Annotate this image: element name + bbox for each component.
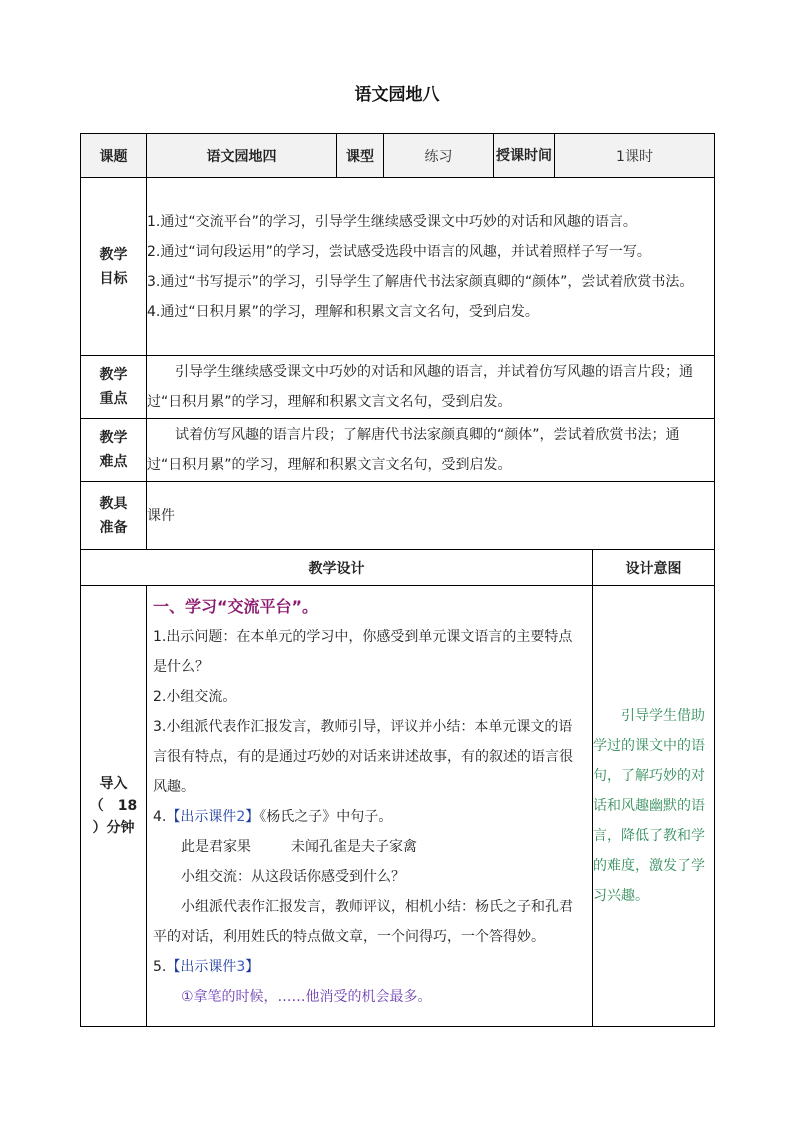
courseware-bracket-close: 】 bbox=[245, 959, 260, 975]
type-label-cell bbox=[337, 134, 384, 178]
design-header-row bbox=[81, 550, 715, 586]
courseware-bracket-open: 【出示课件 bbox=[166, 959, 237, 975]
key-points-text: 引导学生继续感受课文中巧妙的对话和风趣的语言，并试着仿写风趣的语言片段；通过“日积月累”的学习，理解和积累文言文名句，受到启发。 bbox=[147, 364, 693, 410]
key-points-label: 教学重点 bbox=[99, 367, 128, 407]
topic-value: 语文园地四 bbox=[206, 148, 277, 165]
courseware-number: 2 bbox=[236, 809, 246, 825]
step-number: 5. bbox=[153, 959, 167, 975]
design-paragraph: ①拿笔的时候，……他消受的机会最多。 bbox=[181, 989, 432, 1005]
goal-item: 2.通过“词句段运用”的学习，尝试感受选段中语言的风趣，并试着照样子写一写。 bbox=[147, 243, 651, 260]
type-value-cell bbox=[384, 134, 494, 178]
courseware-bracket-close: 】 bbox=[245, 809, 260, 825]
intent-header-cell bbox=[593, 550, 715, 586]
lesson-plan-table bbox=[80, 133, 715, 1027]
difficulties-label: 教学难点 bbox=[99, 430, 128, 470]
key-points-row bbox=[81, 356, 715, 419]
intent-text: 引导学生借助学过的课文中的语句，了解巧妙的对话和风趣幽默的语言，降低了教和学的难度，激发了学习兴趣。 bbox=[593, 708, 705, 904]
design-header: 教学设计 bbox=[308, 560, 365, 577]
time-value: 1课时 bbox=[616, 148, 653, 165]
design-body-row bbox=[81, 586, 715, 1027]
design-content bbox=[147, 586, 593, 1027]
type-value: 练习 bbox=[424, 148, 453, 165]
design-paragraph: 2.小组交流。 bbox=[153, 689, 237, 705]
time-label-cell bbox=[494, 134, 555, 178]
key-points-content bbox=[147, 356, 715, 419]
difficulties-content bbox=[147, 419, 715, 482]
type-label: 课型 bbox=[346, 148, 374, 165]
intent-header: 设计意图 bbox=[625, 560, 682, 577]
courseware-desc: 《杨氏之子》中句子。 bbox=[259, 809, 393, 825]
phase-label-1: 导入 bbox=[99, 776, 128, 792]
goals-row bbox=[81, 178, 715, 356]
quote-b: 未闻孔雀是夫子家禽 bbox=[291, 839, 417, 855]
document-title: 语文园地八 bbox=[354, 85, 440, 105]
header-row bbox=[81, 134, 715, 178]
step-number: 4. bbox=[153, 809, 167, 825]
design-header-cell bbox=[81, 550, 593, 586]
goal-item: 4.通过“日积月累”的学习，理解和积累文言文名句，受到启发。 bbox=[147, 303, 539, 320]
phase-label-3: ）分钟 bbox=[92, 820, 135, 836]
design-paragraph-courseware-2 bbox=[153, 802, 586, 832]
goal-item: 3.通过“书写提示”的学习，引导学生了解唐代书法家颜真卿的“颜体”，尝试着欣赏书法。 bbox=[147, 273, 694, 290]
topic-value-cell bbox=[147, 134, 337, 178]
difficulties-row bbox=[81, 419, 715, 482]
goals-content bbox=[147, 178, 715, 356]
design-paragraph-courseware-3 bbox=[153, 952, 586, 982]
courseware-bracket-open: 【出示课件 bbox=[166, 809, 237, 825]
time-value-cell bbox=[555, 134, 715, 178]
design-paragraph: 小组交流：从这段话你感受到什么？ bbox=[181, 869, 405, 885]
difficulties-text: 试着仿写风趣的语言片段；了解唐代书法家颜真卿的“颜体”，尝试着欣赏书法；通过“日积月累”的学习，理解和积累文言文名句，受到启发。 bbox=[147, 427, 680, 473]
key-points-label-cell bbox=[81, 356, 147, 419]
goals-label: 教学目标 bbox=[99, 246, 128, 287]
materials-content bbox=[147, 482, 715, 550]
phase-label-2: （ 18 bbox=[89, 798, 138, 814]
materials-label: 教具准备 bbox=[99, 495, 128, 536]
design-paragraph: 1.出示问题：在本单元的学习中，你感受到单元课文语言的主要特点是什么？ bbox=[153, 629, 573, 675]
materials-text: 课件 bbox=[147, 507, 175, 524]
quote-line bbox=[153, 832, 586, 862]
phase-label-cell bbox=[81, 586, 147, 1027]
materials-row bbox=[81, 482, 715, 550]
materials-label-cell bbox=[81, 482, 147, 550]
topic-label-cell bbox=[81, 134, 147, 178]
design-paragraph: 小组派代表作汇报发言，教师评议，相机小结：杨氏之子和孔君平的对话，利用姓氏的特点做文章，一个问得巧，一个答得妙。 bbox=[153, 899, 573, 945]
intent-cell bbox=[593, 586, 715, 1027]
difficulties-label-cell bbox=[81, 419, 147, 482]
design-paragraph: 3.小组派代表作汇报发言，教师引导，评议并小结：本单元课文的语言很有特点，有的是通过巧妙的对话来讲述故事，有的叙述的语言很风趣。 bbox=[153, 719, 573, 795]
goals-label-cell bbox=[81, 178, 147, 356]
quote-a: 此是君家果 bbox=[181, 839, 251, 855]
section-title: 一、学习“交流平台”。 bbox=[153, 597, 319, 616]
courseware-number: 3 bbox=[236, 959, 246, 975]
topic-label: 课题 bbox=[99, 148, 128, 165]
goal-item: 1.通过“交流平台”的学习，引导学生继续感受课文中巧妙的对话和风趣的语言。 bbox=[147, 213, 637, 230]
time-label: 授课时间 bbox=[496, 147, 552, 164]
